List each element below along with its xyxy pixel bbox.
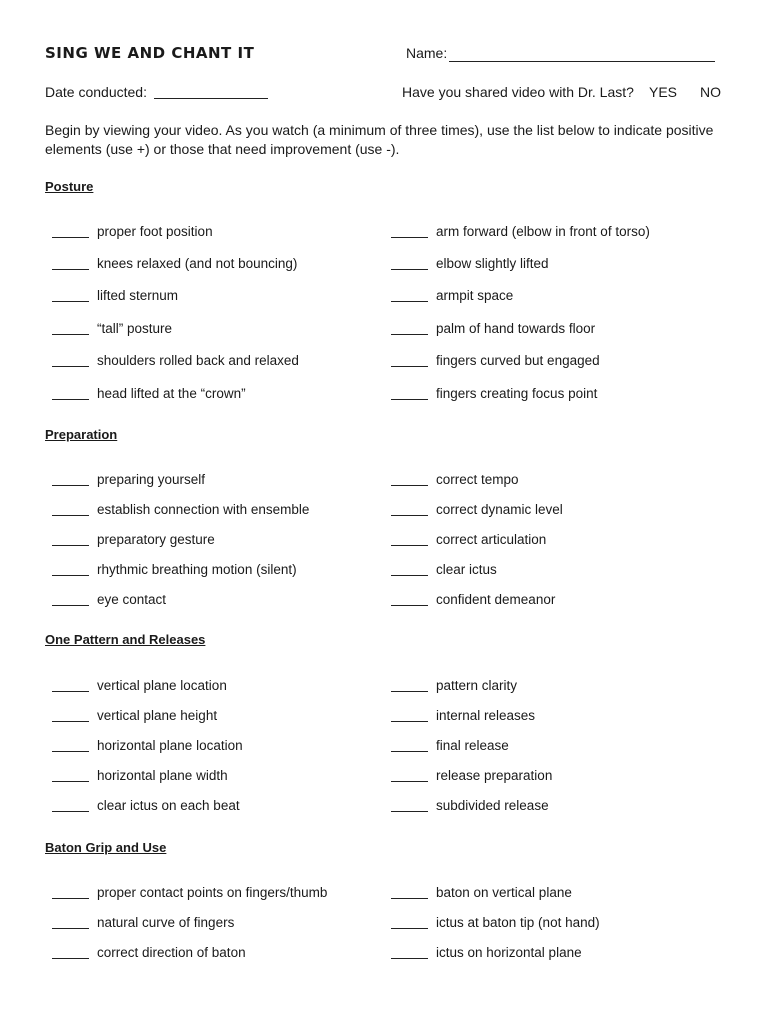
- rating-blank[interactable]: [52, 269, 89, 270]
- rating-blank[interactable]: [391, 898, 428, 899]
- checklist-item: fingers curved but engaged: [436, 353, 600, 368]
- name-label: Name:: [406, 45, 448, 61]
- shared-video-question: Have you shared video with Dr. Last?: [402, 84, 634, 100]
- checklist-item: armpit space: [436, 288, 514, 303]
- rating-blank[interactable]: [52, 721, 89, 722]
- checklist-item: final release: [436, 738, 509, 753]
- rating-blank[interactable]: [52, 399, 89, 400]
- instructions: Begin by viewing your video. As you watch (a minimum of three times), use the list below to indicate positive elements (use +) or those that need improvement (use -).: [45, 122, 714, 157]
- checklist-item: ictus on horizontal plane: [436, 945, 582, 960]
- checklist-item: confident demeanor: [436, 592, 556, 607]
- rating-blank[interactable]: [391, 781, 428, 782]
- checklist-item: subdivided release: [436, 798, 549, 813]
- rating-blank[interactable]: [391, 269, 428, 270]
- checklist-item: correct articulation: [436, 532, 547, 547]
- rating-blank[interactable]: [52, 958, 89, 959]
- rating-blank[interactable]: [391, 751, 428, 752]
- rating-blank[interactable]: [52, 751, 89, 752]
- rating-blank[interactable]: [391, 399, 428, 400]
- name-field[interactable]: [449, 61, 715, 62]
- checklist-item: horizontal plane location: [97, 738, 243, 753]
- checklist-item: establish connection with ensemble: [97, 502, 310, 517]
- rating-blank[interactable]: [52, 485, 89, 486]
- checklist-item: arm forward (elbow in front of torso): [436, 224, 650, 239]
- checklist-item: head lifted at the “crown”: [97, 386, 246, 401]
- section-heading: Baton Grip and Use: [45, 840, 167, 855]
- checklist-item: baton on vertical plane: [436, 885, 572, 900]
- section-heading: One Pattern and Releases: [45, 632, 206, 647]
- checklist-item: clear ictus on each beat: [97, 798, 240, 813]
- checklist-item: rhythmic breathing motion (silent): [97, 562, 297, 577]
- checklist-item: vertical plane location: [97, 678, 227, 693]
- checklist-item: proper foot position: [97, 224, 213, 239]
- checklist-item: horizontal plane width: [97, 768, 228, 783]
- rating-blank[interactable]: [391, 515, 428, 516]
- date-field[interactable]: [154, 98, 268, 99]
- checklist-item: knees relaxed (and not bouncing): [97, 256, 298, 271]
- checklist-item: pattern clarity: [436, 678, 518, 693]
- rating-blank[interactable]: [52, 366, 89, 367]
- yes-option[interactable]: YES: [649, 84, 678, 100]
- section-heading: Preparation: [45, 427, 118, 442]
- rating-blank[interactable]: [391, 811, 428, 812]
- rating-blank[interactable]: [52, 928, 89, 929]
- rating-blank[interactable]: [391, 721, 428, 722]
- date-label: Date conducted:: [45, 84, 147, 100]
- rating-blank[interactable]: [52, 898, 89, 899]
- checklist-item: palm of hand towards floor: [436, 321, 596, 336]
- rating-blank[interactable]: [391, 958, 428, 959]
- checklist-item: natural curve of fingers: [97, 915, 235, 930]
- checklist-item: correct direction of baton: [97, 945, 246, 960]
- rating-blank[interactable]: [391, 691, 428, 692]
- page-title: SING WE AND CHANT IT: [45, 44, 255, 62]
- checklist-item: “tall” posture: [97, 321, 173, 336]
- rating-blank[interactable]: [391, 301, 428, 302]
- section-heading: Posture: [45, 179, 94, 194]
- checklist-item: shoulders rolled back and relaxed: [97, 353, 299, 368]
- rating-blank[interactable]: [391, 575, 428, 576]
- checklist-item: clear ictus: [436, 562, 497, 577]
- checklist-item: preparatory gesture: [97, 532, 215, 547]
- rating-blank[interactable]: [52, 811, 89, 812]
- rating-blank[interactable]: [52, 575, 89, 576]
- checklist-item: preparing yourself: [97, 472, 206, 487]
- rating-blank[interactable]: [391, 237, 428, 238]
- rating-blank[interactable]: [52, 691, 89, 692]
- rating-blank[interactable]: [52, 781, 89, 782]
- checklist-item: release preparation: [436, 768, 553, 783]
- rating-blank[interactable]: [391, 928, 428, 929]
- rating-blank[interactable]: [391, 366, 428, 367]
- checklist-item: lifted sternum: [97, 288, 179, 303]
- checklist-item: eye contact: [97, 592, 167, 607]
- checklist-item: fingers creating focus point: [436, 386, 598, 401]
- rating-blank[interactable]: [52, 515, 89, 516]
- rating-blank[interactable]: [391, 605, 428, 606]
- checklist-item: proper contact points on fingers/thumb: [97, 885, 328, 900]
- checklist-item: correct tempo: [436, 472, 519, 487]
- rating-blank[interactable]: [52, 334, 89, 335]
- rating-blank[interactable]: [391, 334, 428, 335]
- checklist-item: internal releases: [436, 708, 536, 723]
- rating-blank[interactable]: [52, 237, 89, 238]
- rating-blank[interactable]: [52, 605, 89, 606]
- rating-blank[interactable]: [52, 545, 89, 546]
- checklist-item: ictus at baton tip (not hand): [436, 915, 600, 930]
- checklist-item: elbow slightly lifted: [436, 256, 549, 271]
- checklist-item: correct dynamic level: [436, 502, 563, 517]
- rating-blank[interactable]: [391, 485, 428, 486]
- no-option[interactable]: NO: [700, 84, 721, 100]
- rating-blank[interactable]: [52, 301, 89, 302]
- checklist-item: vertical plane height: [97, 708, 218, 723]
- rating-blank[interactable]: [391, 545, 428, 546]
